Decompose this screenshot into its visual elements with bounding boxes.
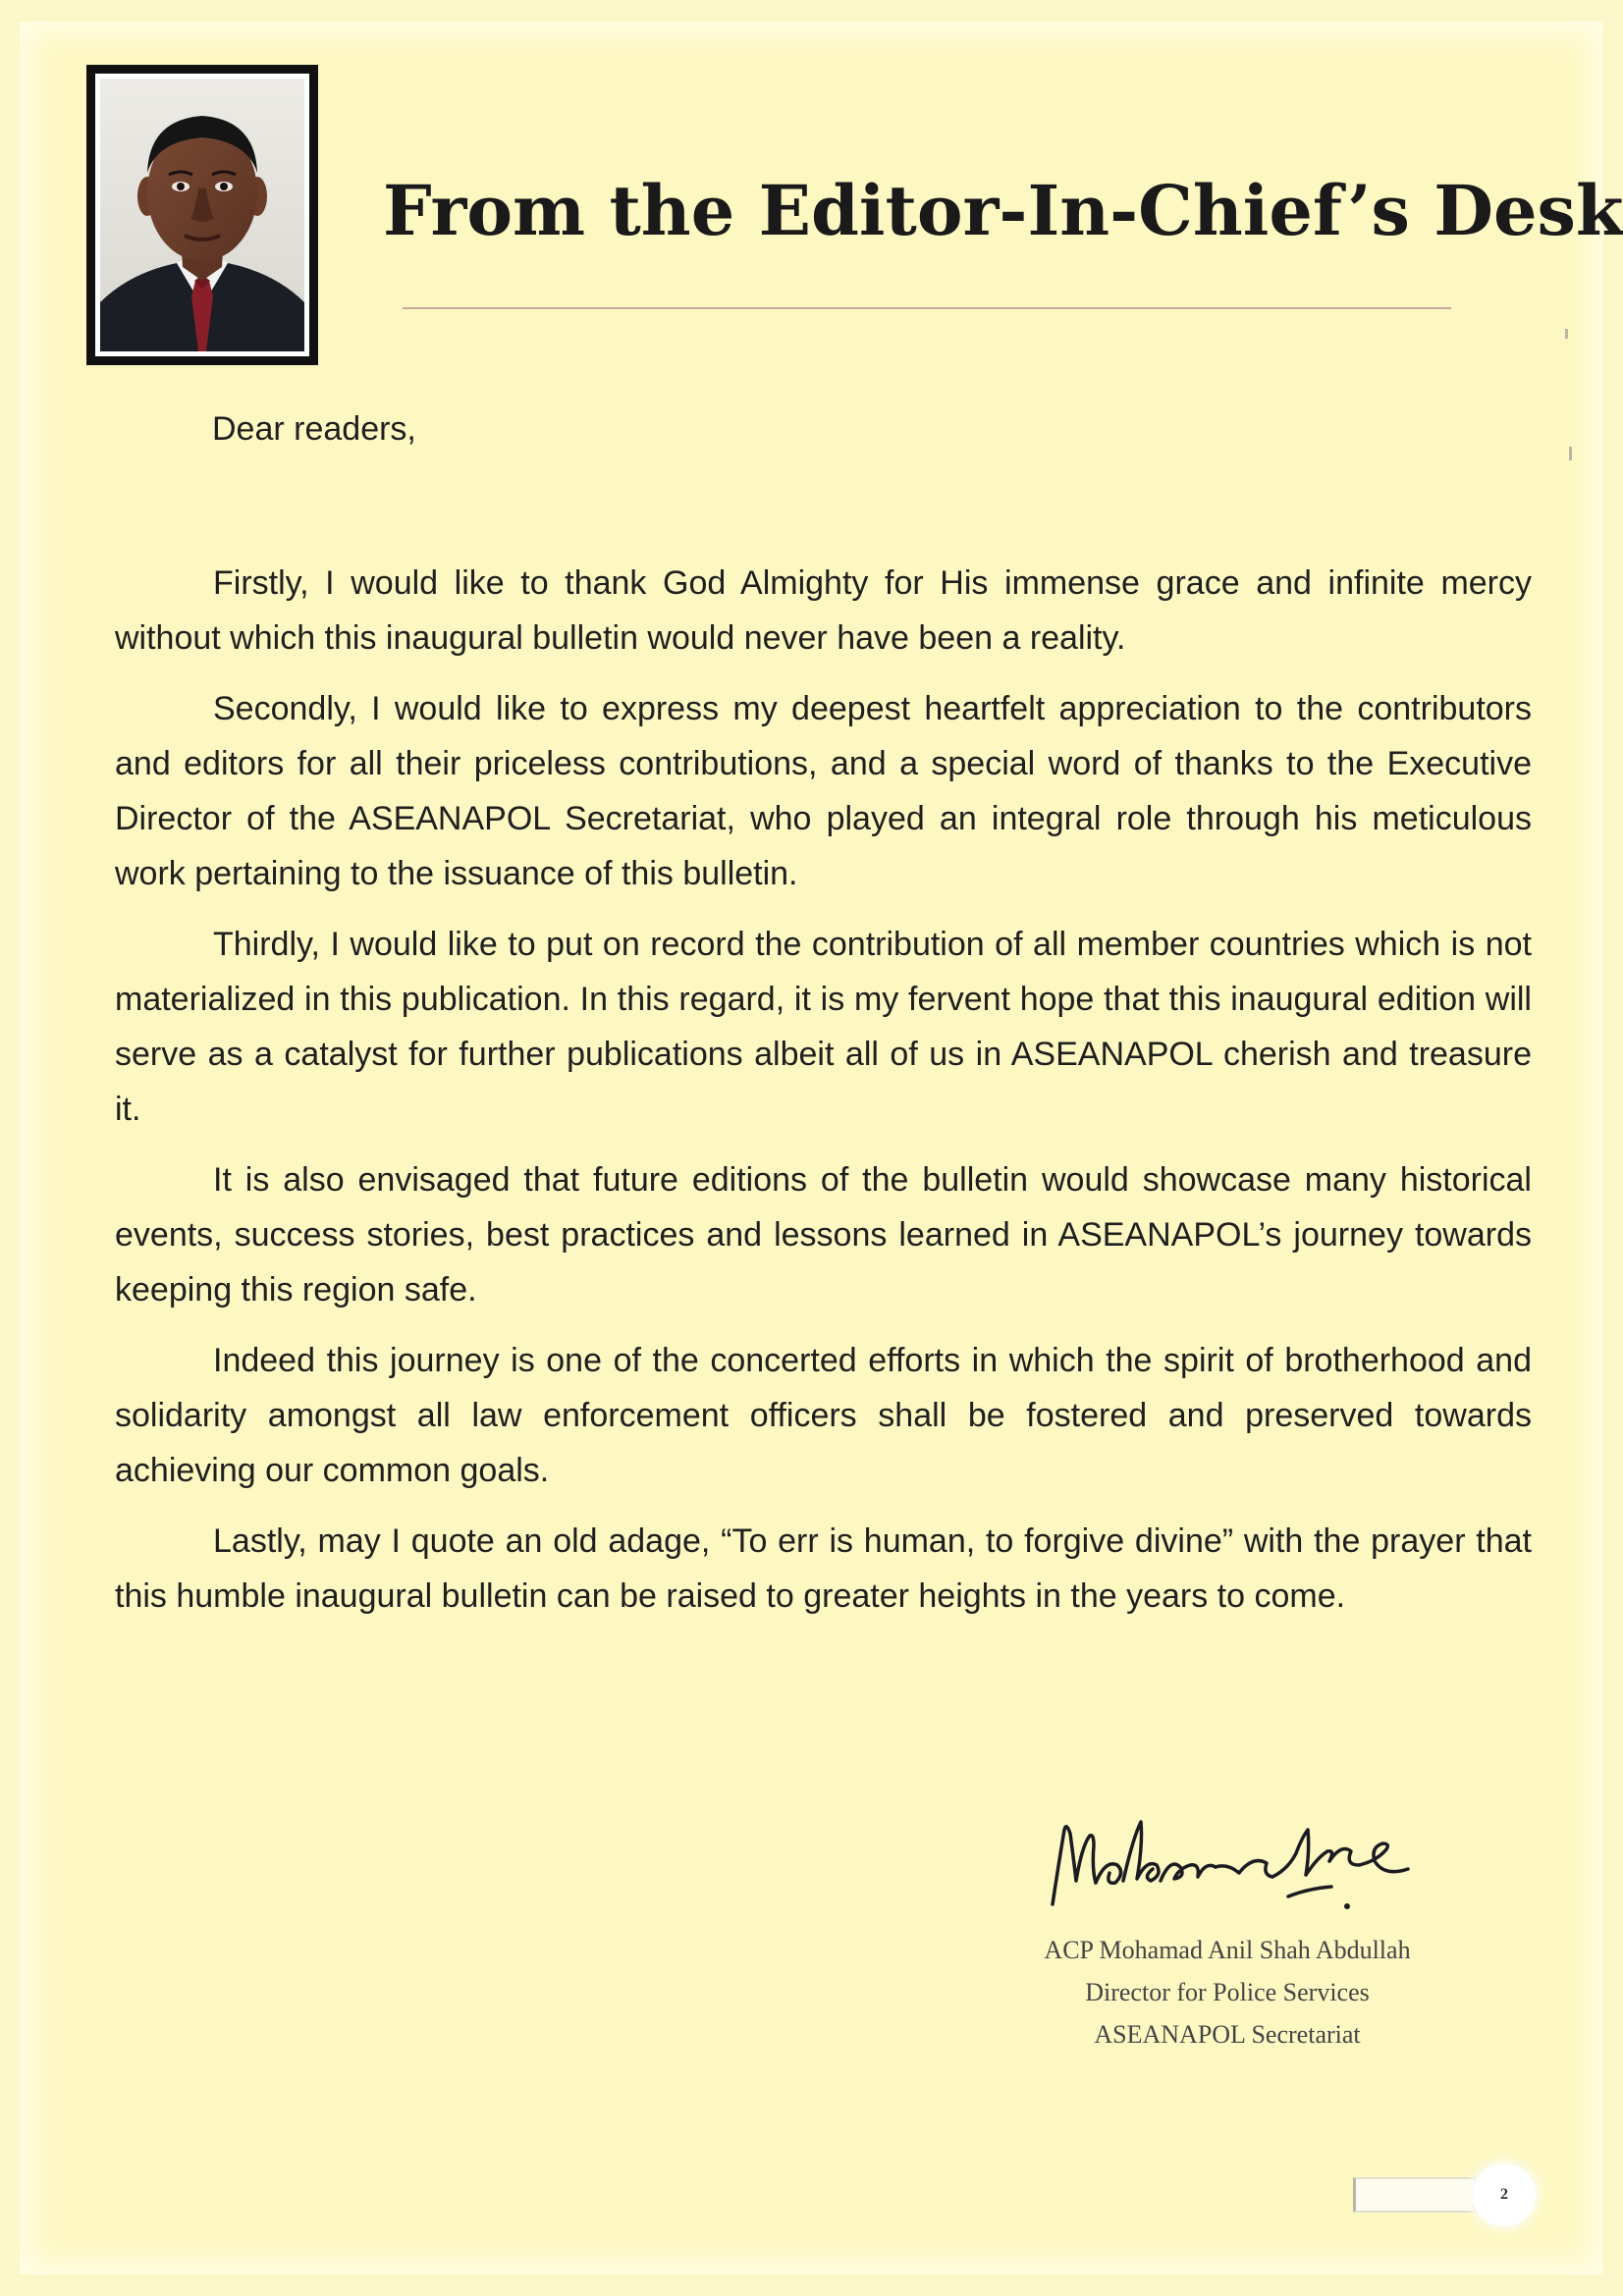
page-title: From the Editor-In-Chief’s Desk bbox=[383, 170, 1623, 251]
scan-speck bbox=[1565, 329, 1568, 339]
signatory-organization: ASEANAPOL Secretariat bbox=[1094, 2020, 1361, 2049]
letter-salutation: Dear readers, bbox=[212, 410, 416, 448]
letter-paragraph: Lastly, may I quote an old adage, “To err is human, to forgive divine” with the prayer that this humble inaugural bulletin can be raised to greater heights in the years to come. bbox=[115, 1522, 1532, 1615]
page-number: 2 bbox=[1473, 2163, 1536, 2226]
signatory-block bbox=[982, 1929, 1473, 2056]
page-number-tab bbox=[1353, 2177, 1476, 2213]
letter-body bbox=[115, 556, 1532, 1639]
letter-paragraph: Secondly, I would like to express my deepest heartfelt appreciation to the contributors and editors for all their priceless contributions, and a special word of thanks to the Executive Director of the ASEANAPOL Secretariat, who played an integral role through his meticulous work pertaining to the issuance of this bulletin. bbox=[115, 690, 1532, 892]
letter-paragraph: It is also envisaged that future editions of the bulletin would showcase many historical events, success stories, best practices and lessons learned in ASEANAPOL’s journey towards keeping this region safe. bbox=[115, 1161, 1532, 1308]
letter-paragraph: Firstly, I would like to thank God Almighty for His immense grace and infinite mercy without which this inaugural bulletin would never have been a reality. bbox=[115, 564, 1532, 657]
letter-paragraph: Indeed this journey is one of the concerted efforts in which the spirit of brotherhood and solidarity amongst all law enforcement officers shall be fostered and preserved towards achieving our common goals. bbox=[115, 1342, 1532, 1489]
signatory-position: Director for Police Services bbox=[1085, 1978, 1370, 2006]
scan-speck bbox=[1569, 447, 1572, 460]
handwritten-signature bbox=[1031, 1787, 1424, 1924]
title-divider bbox=[403, 307, 1451, 309]
signatory-name: ACP Mohamad Anil Shah Abdullah bbox=[1044, 1936, 1411, 1964]
editor-photo bbox=[86, 65, 318, 365]
portrait-image bbox=[100, 79, 304, 351]
letter-paragraph: Thirdly, I would like to put on record the contribution of all member countries which is not materialized in this publication. In this regard, it is my fervent hope that this inaugural edition will serve as a catalyst for further publications albeit all of us in ASEANAPOL cherish and treasure it. bbox=[115, 926, 1532, 1128]
